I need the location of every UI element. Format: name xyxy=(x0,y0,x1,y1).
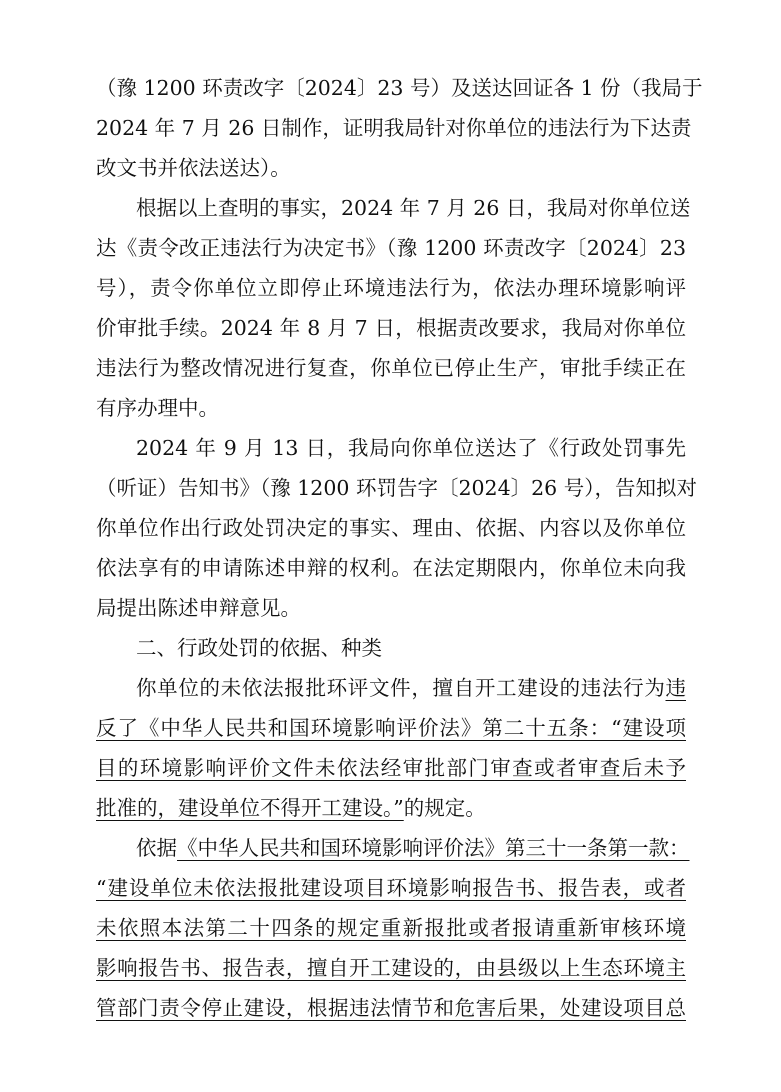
para3-line4: 依法享有的申请陈述申辩的权利。在法定期限内，你单位未向我 xyxy=(96,556,686,580)
para3-line1: 2024 年 9 月 13 日，我局向你单位送达了《行政处罚事先 xyxy=(136,436,686,460)
para2-line4: 价审批手续。2024 年 8 月 7 日，根据责改要求，我局对你单位 xyxy=(96,316,686,340)
para3-line2: （听证）告知书》（豫 1200 环罚告字〔2024〕26 号），告知拟对 xyxy=(96,476,697,500)
para3-line5: 局提出陈述申辩意见。 xyxy=(96,596,301,620)
para4-line4 xyxy=(96,794,686,822)
para4-line3: 目的环境影响评价文件未依法经审批部门审查或者审查后未予 xyxy=(96,756,686,780)
para5-line2: “建设单位未依法报批建设项目环境影响报告书、报告表，或者 xyxy=(96,876,686,900)
para3-line3: 你单位作出行政处罚决定的事实、理由、依据、内容以及你单位 xyxy=(96,516,686,540)
section-heading: 二、行政处罚的依据、种类 xyxy=(136,636,382,660)
para5-line4: 影响报告书、报告表，擅自开工建设的，由县级以上生态环境主 xyxy=(96,956,686,980)
para2-line1: 根据以上查明的事实，2024 年 7 月 26 日，我局对你单位送 xyxy=(136,196,691,220)
para4-line1 xyxy=(136,674,686,702)
para2-line3: 号），责令你单位立即停止环境违法行为，依法办理环境影响评 xyxy=(96,276,686,300)
para1-line3: 改文书并依法送达）。 xyxy=(96,156,291,180)
para5-line5: 管部门责令停止建设，根据违法情节和危害后果，处建设项目总 xyxy=(96,996,686,1020)
para4-line1-plain: 你单位的未依法报批环评文件，擅自开工建设的违法行为 xyxy=(136,676,666,700)
para4-line4-underlined: 批准的，建设单位不得开工建设。” xyxy=(96,796,404,820)
para4-line4-plain: 的规定。 xyxy=(403,796,486,820)
para2-line6: 有序办理中。 xyxy=(96,396,219,420)
para2-line5: 违法行为整改情况进行复查，你单位已停止生产，审批手续正在 xyxy=(96,356,686,380)
para5-line1-plain: 依据 xyxy=(136,836,177,860)
para4-line2: 反了《中华人民共和国环境影响评价法》第二十五条：“建设项 xyxy=(96,716,686,740)
para4-line1-underlined: 违 xyxy=(665,676,686,700)
para1-line1: （豫 1200 环责改字〔2024〕23 号）及送达回证各 1 份（我局于 xyxy=(96,76,703,100)
para5-line1-underlined: 《中华人民共和国环境影响评价法》第三十一条第一款： xyxy=(177,836,690,860)
para5-line1 xyxy=(136,834,690,862)
para2-line2: 达《责令改正违法行为决定书》（豫 1200 环责改字〔2024〕23 xyxy=(96,236,686,260)
para5-line3: 未依照本法第二十四条的规定重新报批或者报请重新审核环境 xyxy=(96,916,686,940)
para1-line2: 2024 年 7 月 26 日制作，证明我局针对你单位的违法行为下达责 xyxy=(96,116,692,140)
